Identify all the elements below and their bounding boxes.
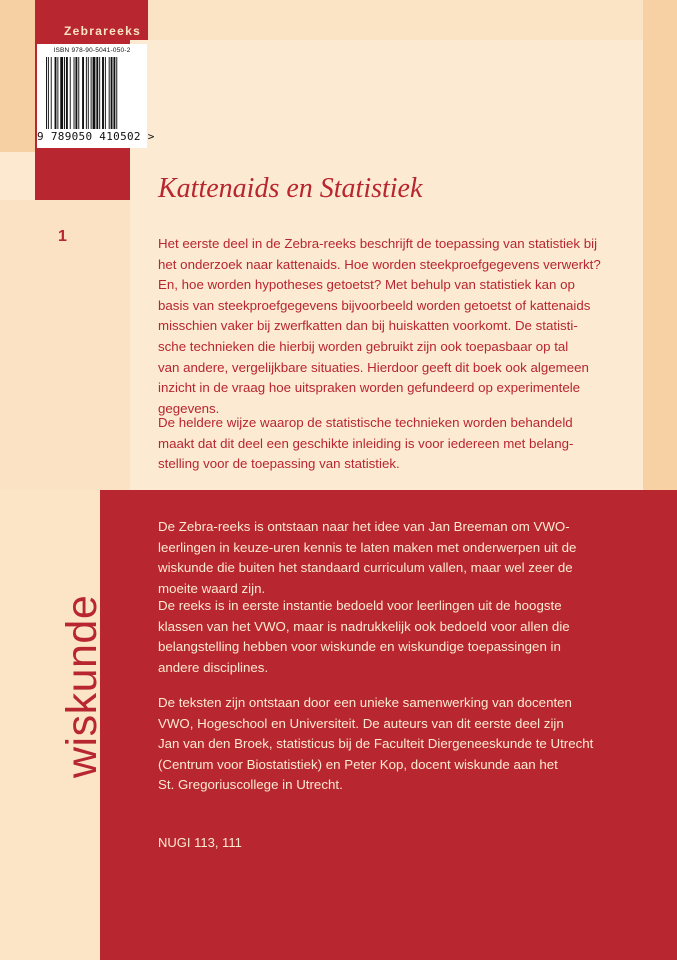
text-line: misschien vaker bij zwerfkatten dan bij huiskatten voorkomt. De statisti- <box>158 318 578 334</box>
text-line: belangstelling hebben voor wiskunde en wiskundige toepassingen in <box>158 639 561 655</box>
series-paragraph-1 <box>158 517 628 599</box>
text-line: klassen van het VWO, maar is nadrukkelijk ook bedoeld voor allen die <box>158 618 570 634</box>
barcode-bar <box>109 57 110 129</box>
bg-block-top-right <box>148 0 677 40</box>
barcode-bars <box>46 57 140 129</box>
barcode-bar <box>66 57 68 129</box>
text-line: inzicht in de vraag hoe uitspraken worden gefundeerd op experimentele <box>158 380 581 396</box>
text-line: De reeks is in eerste instantie bedoeld voor leerlingen uit de hoogste <box>158 598 562 613</box>
text-line: leerlingen in keuze-uren kennis te laten maken met onderwerpen uit de <box>158 539 577 555</box>
bg-block-top-left <box>0 0 35 152</box>
barcode-bar <box>91 57 92 129</box>
intro-paragraph-1 <box>158 234 628 419</box>
series-paragraph-3 <box>158 693 628 796</box>
barcode-bar <box>48 57 49 129</box>
barcode-bar <box>78 57 79 129</box>
barcode-bar <box>70 57 71 129</box>
barcode-bar <box>102 57 104 129</box>
text-line: De heldere wijze waarop de statistische technieken worden behandeld <box>158 415 573 430</box>
text-line: VWO, Hogeschool en Universiteit. De auteurs van dit eerste deel zijn <box>158 715 564 731</box>
text-line: maakt dat dit deel een geschikte inleiding is voor iedereen met belang- <box>158 435 574 451</box>
barcode-bar <box>113 57 115 129</box>
barcode-bar <box>51 57 52 129</box>
barcode <box>37 44 155 148</box>
text-line: wiskunde die buiten het standaard curriculum vallen, maar wel zeer de <box>158 560 573 576</box>
text-line: van andere, vergelijkbare situaties. Hierdoor geeft dit boek ook algemeen <box>158 359 589 375</box>
ean-digits: 9 789050 410502 > <box>37 130 155 143</box>
barcode-bar <box>93 57 96 129</box>
barcode-bar <box>96 57 98 129</box>
barcode-bar <box>116 57 117 129</box>
text-line: gegevens. <box>158 400 220 416</box>
barcode-bar <box>99 57 100 129</box>
isbn-text: ISBN 978-90-5041-050-2 <box>53 47 131 54</box>
text-line: (Centrum voor Biostatistiek) en Peter Kop, docent wiskunde aan het <box>158 756 558 772</box>
barcode-bar <box>60 57 63 129</box>
nugi-code: NUGI 113, 111 <box>158 835 242 850</box>
barcode-bar <box>55 57 57 129</box>
barcode-bar <box>105 57 106 129</box>
text-line: andere disciplines. <box>158 659 269 675</box>
barcode-bar <box>86 57 87 129</box>
text-line: sche technieken die hierbij worden gebruikt zijn ook toepasbaar op tal <box>158 338 569 354</box>
volume-number: 1 <box>58 228 67 245</box>
text-line: stelling voor de toepassing van statistiek. <box>158 456 400 472</box>
text-line: moeite waard zijn. <box>158 580 266 596</box>
text-line: St. Gregoriuscollege in Utrecht. <box>158 777 343 793</box>
bg-block-under-barcode <box>35 152 130 200</box>
text-line: De teksten zijn ontstaan door een unieke samenwerking van docenten <box>158 695 572 710</box>
barcode-bar <box>75 57 77 129</box>
book-title: Kattenaids en Statistiek <box>158 173 423 204</box>
intro-paragraph-2 <box>158 413 628 475</box>
series-label: Zebrareeks <box>64 24 142 38</box>
text-line: De Zebra-reeks is ontstaan naar het idee van Jan Breeman om VWO- <box>158 519 570 534</box>
text-line: basis van steekproefgegevens bijvoorbeeld worden getoetst of kattenaids <box>158 297 591 313</box>
barcode-bar <box>88 57 89 129</box>
barcode-bar <box>74 57 75 129</box>
barcode-bar <box>82 57 84 129</box>
text-line: Jan van den Broek, statisticus bij de Faculteit Diergeneeskunde te Utrecht <box>158 736 594 752</box>
text-line: het onderzoek naar kattenaids. Hoe worden steekproefgegevens verwerkt? <box>158 256 601 272</box>
text-line: En, hoe worden hypotheses getoetst? Met behulp van statistiek kan op <box>158 277 575 293</box>
barcode-bar <box>64 57 65 129</box>
series-paragraph-2 <box>158 596 628 678</box>
barcode-bar <box>111 57 113 129</box>
text-line: Het eerste deel in de Zebra-reeks beschrijft de toepassing van statistiek bij <box>158 236 598 251</box>
barcode-bar <box>46 57 47 129</box>
barcode-bar <box>57 57 58 129</box>
bg-stripe-right <box>643 0 677 490</box>
vertical-subject-label: wiskunde <box>58 594 106 778</box>
